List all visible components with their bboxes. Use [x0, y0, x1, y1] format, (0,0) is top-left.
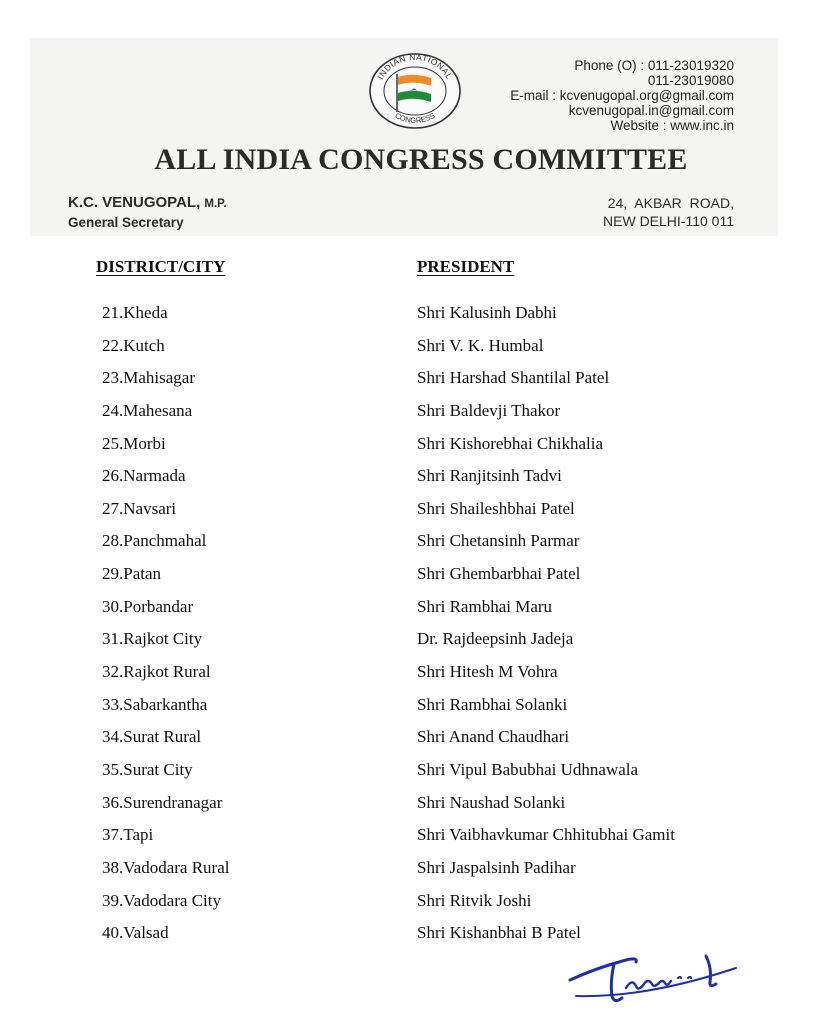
- list-item: [0, 335, 826, 368]
- phone-line-2: 011-23019080: [647, 73, 734, 88]
- district-name: 33.Sabarkantha: [102, 694, 208, 714]
- district-name: 22.Kutch: [102, 335, 165, 355]
- president-name: Dr. Rajdeepsinh Jadeja: [417, 629, 574, 649]
- list-item: [0, 498, 826, 531]
- district-name: 24.Mahesana: [102, 400, 193, 420]
- president-name: Shri Anand Chaudhari: [417, 727, 570, 747]
- president-name: Shri Baldevji Thakor: [417, 400, 561, 420]
- list-item: [0, 824, 826, 857]
- president-name: Shri Kishorebhai Chikhalia: [417, 433, 604, 453]
- president-name: Shri Kalusinh Dabhi: [417, 303, 557, 322]
- list-item: [0, 400, 826, 433]
- president-name: Shri Hitesh M Vohra: [417, 662, 558, 682]
- president-name: Shri Rambhai Maru: [417, 596, 553, 616]
- list-item: [0, 302, 826, 335]
- president-name: Shri Chetansinh Parmar: [417, 531, 580, 551]
- column-header-president: PRESIDENT: [417, 257, 515, 276]
- district-name: 39.Vadodara City: [102, 890, 221, 910]
- handwritten-signature-icon: [566, 938, 741, 1008]
- president-name: Shri V. K. Humbal: [417, 335, 544, 355]
- list-item: [0, 857, 826, 890]
- list-item: [0, 433, 826, 466]
- secretary-name: K.C. VENUGOPAL,: [68, 194, 201, 211]
- list-item: [0, 792, 826, 825]
- emblem-text-bottom: CONGRESS: [393, 110, 437, 125]
- email-line-1: E-mail : kcvenugopal.org@gmail.com: [510, 88, 734, 103]
- district-name: 32.Rajkot Rural: [102, 662, 211, 682]
- list-item: [0, 596, 826, 629]
- phone-line-1: Phone (O) : 011-23019320: [574, 58, 734, 73]
- district-name: 26.Narmada: [102, 466, 186, 486]
- address-line-2: NEW DELHI-110 011: [603, 213, 734, 229]
- list-item: [0, 661, 826, 694]
- president-name: Shri Shaileshbhai Patel: [417, 498, 575, 518]
- district-name: 38.Vadodara Rural: [102, 857, 230, 877]
- district-name: 21.Kheda: [102, 303, 168, 322]
- email-line-2: kcvenugopal.in@gmail.com: [568, 103, 734, 118]
- secretary-title: General Secretary: [68, 215, 184, 230]
- president-name: Shri Kishanbhai B Patel: [417, 923, 581, 943]
- column-header-district: DISTRICT/CITY: [96, 257, 226, 276]
- list-item: [0, 694, 826, 727]
- president-name: Shri Jaspalsinh Padihar: [417, 857, 576, 877]
- president-list: [0, 302, 826, 955]
- district-name: 30.Porbandar: [102, 596, 194, 616]
- president-name: Shri Vaibhavkumar Chhitubhai Gamit: [417, 825, 675, 845]
- list-item: [0, 759, 826, 792]
- district-name: 29.Patan: [102, 564, 162, 584]
- list-item: [0, 628, 826, 661]
- president-name: Shri Rambhai Solanki: [417, 694, 568, 714]
- office-address: [603, 194, 734, 230]
- secretary-block: [68, 193, 227, 231]
- congress-emblem-icon: [367, 50, 463, 130]
- district-name: 25.Morbi: [102, 433, 166, 453]
- president-name: Shri Harshad Shantilal Patel: [417, 368, 610, 388]
- district-name: 35.Surat City: [102, 759, 193, 779]
- list-item: [0, 563, 826, 596]
- district-name: 27.Navsari: [102, 498, 177, 518]
- website-line: Website : www.inc.in: [610, 118, 734, 133]
- district-name: 36.Surendranagar: [102, 792, 223, 812]
- district-name: 37.Tapi: [102, 825, 154, 845]
- address-line-1: 24, AKBAR ROAD,: [607, 195, 734, 211]
- president-name: Shri Ghembarbhai Patel: [417, 564, 581, 584]
- district-name: 28.Panchmahal: [102, 531, 207, 551]
- contact-details: [510, 58, 734, 133]
- district-name: 31.Rajkot City: [102, 629, 203, 649]
- president-name: Shri Vipul Babubhai Udhnawala: [417, 759, 639, 779]
- district-name: 23.Mahisagar: [102, 368, 196, 388]
- district-name: 34.Surat Rural: [102, 727, 202, 747]
- list-item: [0, 465, 826, 498]
- secretary-suffix: M.P.: [204, 198, 227, 210]
- district-name: 40.Valsad: [102, 923, 169, 943]
- list-item: [0, 530, 826, 563]
- organization-name: ALL INDIA CONGRESS COMMITTEE: [154, 143, 688, 176]
- list-item: [0, 890, 826, 923]
- emblem-text-top: INDIAN NATIONAL: [375, 51, 455, 82]
- list-item: [0, 367, 826, 400]
- president-name: Shri Ritvik Joshi: [417, 890, 532, 910]
- president-name: Shri Naushad Solanki: [417, 792, 566, 812]
- list-item: [0, 726, 826, 759]
- president-name: Shri Ranjitsinh Tadvi: [417, 466, 562, 486]
